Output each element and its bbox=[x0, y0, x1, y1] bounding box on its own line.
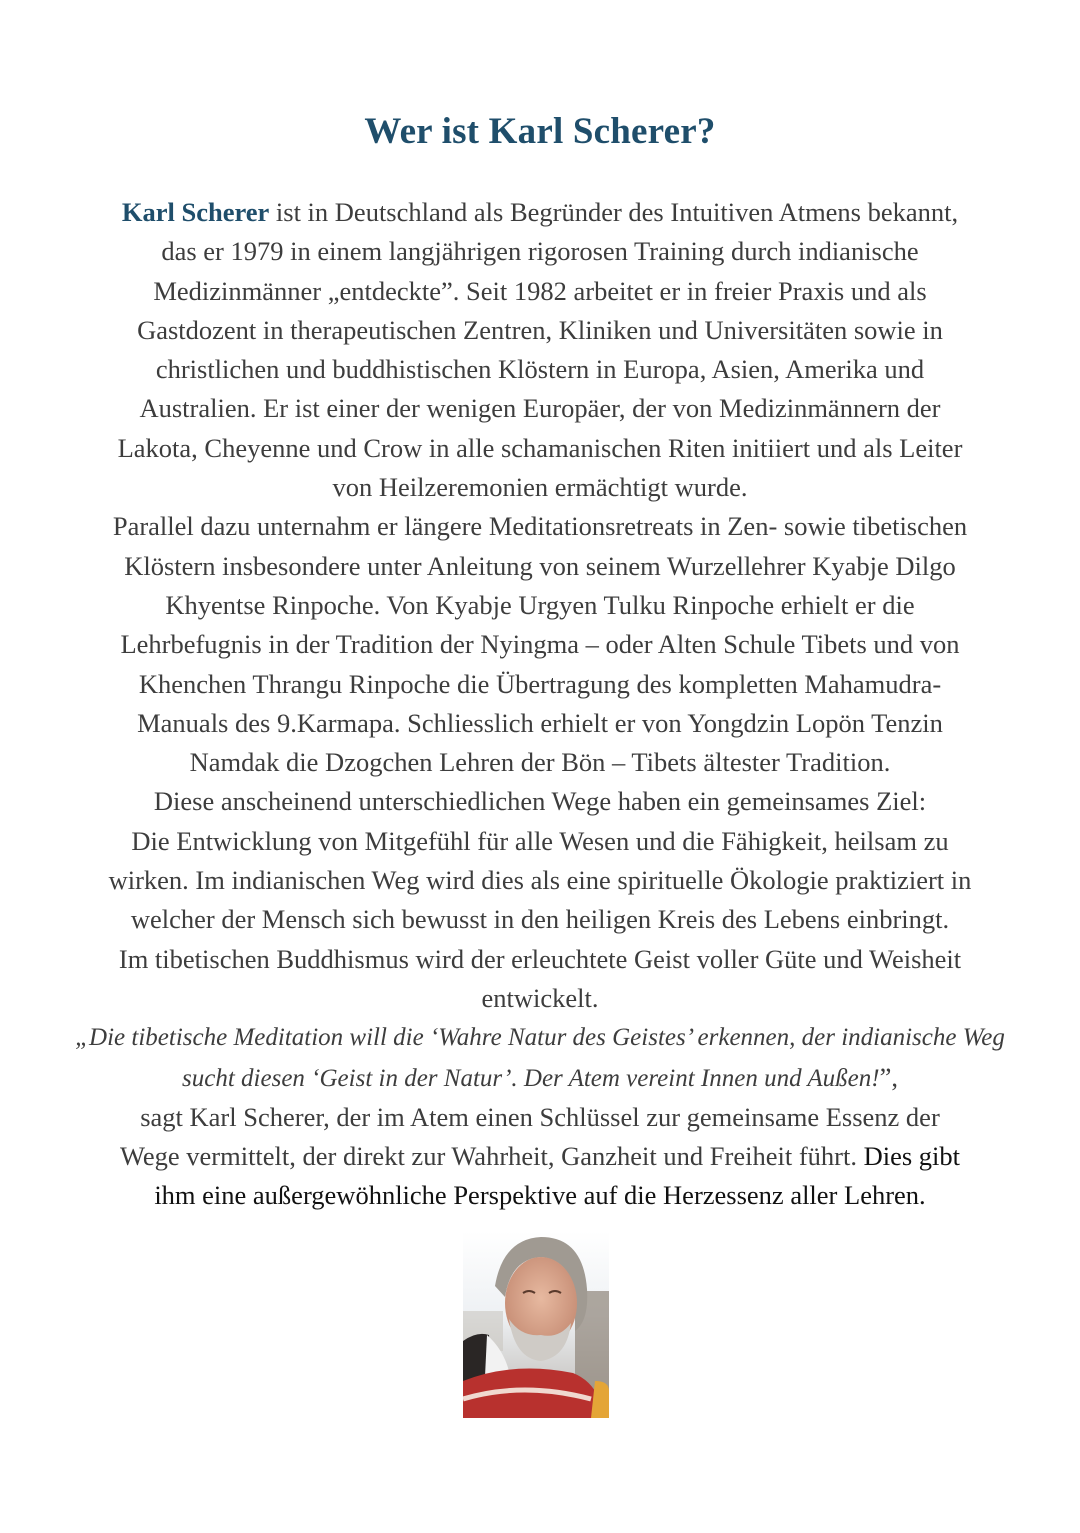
text-line: christlichen und buddhistischen Klöstern in Europa, Asien, Amerika und bbox=[155, 354, 925, 385]
text-line: von Heilzeremonien ermächtigt wurde. bbox=[332, 472, 748, 503]
text-line: Die Entwicklung von Mitgefühl für alle Wesen und die Fähigkeit, heilsam zu bbox=[131, 825, 949, 856]
text-line: wirken. Im indianischen Weg wird dies als eine spirituelle Ökologie praktiziert in bbox=[108, 865, 972, 896]
quote-text: sucht diesen ‘Geist in der Natur’. Der Atem vereint Innen und Außen! bbox=[182, 1064, 880, 1092]
quote-line: „Die tibetische Meditation will die ‘Wahre Natur des Geistes’ erkennen, der indianische Weg bbox=[75, 1024, 1005, 1052]
text-line: Parallel dazu unternahm er längere Meditationsretreats in Zen- sowie tibetischen bbox=[112, 511, 968, 542]
text-line: Manuals des 9.Karmapa. Schliesslich erhielt er von Yongdzin Lopön Tenzin bbox=[137, 707, 943, 738]
name-highlight: Karl Scherer bbox=[121, 197, 270, 227]
quote-line bbox=[60, 1058, 1020, 1098]
text-segment-dark: Dies gibt bbox=[863, 1141, 961, 1172]
text-line: Lakota, Cheyenne und Crow in alle schamanischen Riten initiiert und als Leiter bbox=[117, 432, 963, 463]
text-segment: Wege vermittelt, der direkt zur Wahrheit, Ganzheit und Freiheit führt. bbox=[119, 1141, 864, 1172]
portrait-image bbox=[463, 1231, 609, 1418]
biography-text bbox=[60, 193, 1020, 1216]
text-line: welcher der Mensch sich bewusst in den heiligen Kreis des Lebens einbringt. bbox=[130, 904, 950, 935]
text-line: sagt Karl Scherer, der im Atem einen Schlüssel zur gemeinsame Essenz der bbox=[140, 1101, 940, 1132]
text-line: Lehrbefugnis in der Tradition der Nyingma – oder Alten Schule Tibets und von bbox=[120, 629, 960, 660]
text-line: Diese anscheinend unterschiedlichen Wege haben ein gemeinsames Ziel: bbox=[153, 786, 927, 817]
text-line: Gastdozent in therapeutischen Zentren, Kliniken und Universitäten sowie in bbox=[137, 314, 943, 345]
text-line bbox=[60, 1137, 1020, 1176]
text-line: Im tibetischen Buddhismus wird der erleuchtete Geist voller Güte und Weisheit bbox=[118, 943, 962, 974]
text-line: Australien. Er ist einer der wenigen Europäer, der von Medizinmännern der bbox=[139, 393, 941, 424]
text-line: Khyentse Rinpoche. Von Kyabje Urgyen Tulku Rinpoche erhielt er die bbox=[165, 589, 915, 620]
text-line: Namdak die Dzogchen Lehren der Bön – Tibets ältester Tradition. bbox=[189, 747, 891, 778]
portrait-photo bbox=[463, 1231, 609, 1418]
text-line: das er 1979 in einem langjährigen rigorosen Training durch indianische bbox=[161, 236, 919, 267]
text-segment: ist in Deutschland als Begründer des Intuitiven Atmens bekannt, bbox=[269, 197, 959, 227]
text-line: ihm eine außergewöhnliche Perspektive auf die Herzessenz aller Lehren. bbox=[154, 1180, 926, 1211]
text-line: Medizinmänner „entdeckte”. Seit 1982 arbeitet er in freier Praxis und als bbox=[153, 275, 927, 306]
page-title: Wer ist Karl Scherer? bbox=[364, 111, 716, 152]
text-line bbox=[60, 193, 1020, 232]
quote-close: ”, bbox=[879, 1061, 898, 1092]
text-line: Khenchen Thrangu Rinpoche die Übertragung des kompletten Mahamudra- bbox=[138, 668, 942, 699]
text-line: entwickelt. bbox=[481, 982, 599, 1013]
text-line: Klöstern insbesondere unter Anleitung von seinem Wurzellehrer Kyabje Dilgo bbox=[124, 550, 956, 581]
